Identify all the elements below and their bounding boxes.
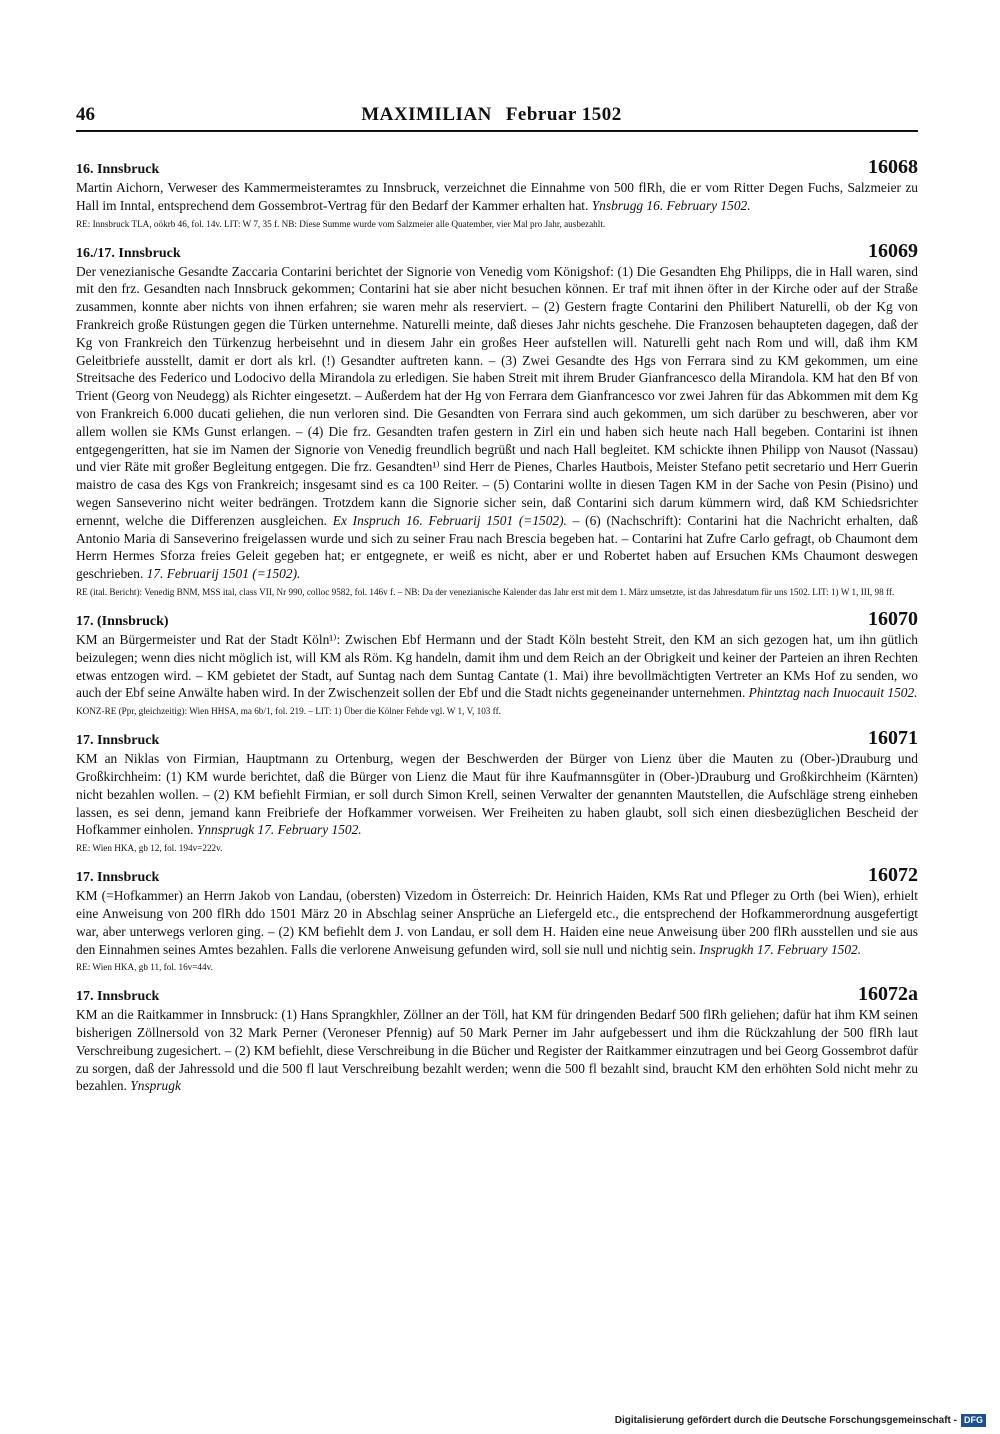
entry-text (76, 1006, 918, 1095)
entry-source: KONZ-RE (Ppr, gleichzeitig): Wien HHSA, ma 6b/1, fol. 219. – LIT: 1) Über die Kölner Fehde vgl. W 1, V, 103 ff. (76, 706, 501, 717)
entry-dating: Ynnsprugk 17. February 1502. (196, 822, 362, 838)
entry-source: RE: Wien HKA, gb 12, fol. 194v=222v. (76, 843, 223, 854)
entry-text (76, 263, 918, 583)
entry-dating: Insprugkh 17. February 1502. (699, 941, 862, 957)
entry-number: 16069 (868, 239, 918, 262)
entry-place-date: 17. Innsbruck (76, 870, 160, 886)
entry-body-postscript: – (6) (Nachschrift): Contarini hat die Nachricht erhalten, daß Antonio Maria di Sanseverino freigelassen wurde und sich zu seiner Frau nach Brescia begeben hat. – Contarini hat Zufre Carlo gefragt, ob Chaumont dem Herrn Hermes Sforza freies Geleit gegeben hat; er entgegnete, er weiß es nicht, aber er und Robertet haben auf Ersuchen KMs Chaumont deswegen geschrieben. (76, 512, 918, 582)
regest-entry (76, 727, 918, 855)
running-title-name: MAXIMILIAN (361, 104, 492, 125)
entry-source: RE: Innsbruck TLA, oökrb 46, fol. 14v. LIT: W 7, 35 f. NB: Diese Summe wurde vom Salzmeier alle Quatember, vier Mal pro Jahr, ausbezahlt. (76, 218, 606, 229)
entry-place-date: 17. (Innsbruck) (76, 613, 169, 629)
entry-dating: Ynsbrugg 16. February 1502. (591, 197, 751, 213)
digitization-footer (615, 1414, 986, 1427)
running-title-period: Februar 1502 (505, 104, 622, 125)
regest-entry (76, 608, 918, 718)
entry-number: 16071 (868, 727, 918, 750)
entry-source: RE: Wien HKA, gb 11, fol. 16v=44v. (76, 962, 213, 973)
entry-dating: Ynsprugk (130, 1078, 181, 1094)
entry-place-date: 17. Innsbruck (76, 989, 160, 1005)
entry-text (76, 887, 918, 958)
dfg-logo-icon: DFG (961, 1414, 986, 1427)
entry-body: KM an Bürgermeister und Rat der Stadt Köln¹⁾: Zwischen Ebf Hermann und der Stadt Köln besteht Streit, den KM an sich gezogen hat, um ihn gütlich beizulegen; wenn dies nicht möglich ist, will KM als Röm. Kg handeln, damit ihm und dem Reich an der Obrigkeit und keiner der Parteien an ihren Rechten etwas entzogen wird. – KM gebietet der Stadt, auf Suntag nach dem Suntag Cantate (1. Mai) ihre bevollmächtigten Vertreter an KMs Hof zu senden, wo auch der Ebf seine Anwälte haben wird. In der Zwischenzeit sollen der Ebf und die Stadt nichts gegeneinander unternehmen. (76, 631, 918, 701)
entry-body: KM an Niklas von Firmian, Hauptmann zu Ortenburg, wegen der Beschwerden der Bürger von Lienz über die Mauten zu (Ober-)Drauburg und Großkirchheim: (1) KM wurde berichtet, daß die Bürger von Lienz die Maut für ihre Kaufmannsgüter in (Ober-)Drauburg und Großkirchheim (Kärnten) nicht bezahlen wollen. – (2) KM befiehlt Firmian, er soll durch Simon Krell, seinen Verwalter der genannten Mautstellen, die Aufschläge streng einheben lassen, es sei denn, jemand kann Freibriefe der Hofkammer vorweisen. Wer Freiheiten zu haben glaubt, soll sich einen diesbezüglichen Bescheid der Hofkammer einholen. (76, 751, 918, 838)
regest-entry (76, 156, 918, 231)
regest-entry (76, 864, 918, 974)
entry-number: 16072 (868, 864, 918, 887)
document-page (76, 104, 918, 1104)
entry-source: RE (ital. Bericht): Venedig BNM, MSS ital, class VII, Nr 990, colloc 9582, fol. 146v f. – NB: Da der venezianische Kalender das Jahr erst mit dem 1. März umsetzte, ist das Jahresdatum für uns 1502. LIT: 1) W 1, III, 98 ff. (76, 586, 895, 597)
entry-text (76, 631, 918, 702)
entry-body: KM (=Hofkammer) an Herrn Jakob von Landau, (obersten) Vizedom in Österreich: Dr. Heinrich Haiden, KMs Rat und Pfleger zu Orth (bei Wien), erhielt eine Anweisung von 200 flRh ddo 1501 März 20 in Abschlag seiner Ansprüche an Liefergeld etc., die entsprechend der Hofkammerordnung ausgefertigt war, aber unterwegs verloren ging. – (2) KM befiehlt dem J. von Landau, er soll dem H. Haiden eine neue Anweisung über 200 flRh ausstellen und sie aus den Einnahmen seines Amtes bezahlen. Falls die verlorene Anweisung gefunden wird, soll sie null und nichtig sein. (76, 888, 918, 957)
entry-place-date: 16./17. Innsbruck (76, 245, 181, 261)
entry-text (76, 179, 918, 215)
entry-place-date: 16. Innsbruck (76, 162, 160, 177)
entry-dating: Phintztag nach Inuocauit 1502. (748, 685, 918, 701)
regest-entry (76, 983, 918, 1095)
entry-body: Martin Aichorn, Verweser des Kammermeisteramtes zu Innsbruck, verzeichnet die Einnahme von 500 flRh, die er vom Ritter Degen Fuchs, Salzmeier zu Hall im Inntal, entsprechend dem Gossembrot-Vertrag für den Bedarf der Kammer erhalten hat. (76, 180, 918, 213)
entry-number: 16072a (858, 983, 918, 1006)
entry-number: 16068 (868, 156, 918, 178)
regest-entry (76, 240, 918, 599)
entry-dating-postscript: 17. Februarij 1501 (=1502). (146, 566, 301, 582)
running-title (361, 104, 622, 126)
entry-dating: Ex Inspruch 16. Februarij 1501 (=1502). (332, 512, 567, 528)
page-number: 46 (76, 104, 95, 125)
running-header (76, 104, 918, 132)
entry-body: KM an die Raitkammer in Innsbruck: (1) Hans Sprangkhler, Zöllner an der Töll, hat KM für dringenden Bedarf 500 flRh geliehen; dafür hat ihm KM seinen bisherigen Zöllnersold von 32 Mark Perner (Veroneser Pfennig) auf 50 Mark Perner im Jahr aufgebessert und ihm die Rückzahlung der 500 flRh laut Verschreibung zugesichert. – (2) KM befiehlt, diese Verschreibung in die Bücher und Register der Raitkammer einzutragen und bei Georg Gossembrot dafür zu sorgen, daß der Jahressold und die 500 fl laut Verschreibung bezahlt werden; wenn die 500 fl bezahlt sind, braucht KM den erhöhten Sold nicht mehr zu bezahlen. (76, 1007, 918, 1094)
entry-body: Der venezianische Gesandte Zaccaria Contarini berichtet der Signorie von Venedig vom Königshof: (1) Die Gesandten Ehg Philipps, die in Hall waren, sind mit den frz. Gesandten nach Innsbruck gekommen; Contarini hat sie aber nicht besuchen können. Er traf mit ihnen öfter in der Kirche oder auf der Straße zusammen, konnte aber nichts von ihnen erfahren; sie waren mehr als reserviert. – (2) Gestern fragte Contarini den Philibert Naturelli, ob der Kg von Frankreich große Rüstungen gegen die Türken unternehme. Naturelli meinte, daß dieses Jahr nichts geschehe. Die Franzosen behaupteten dagegen, daß der Kg von Frankreich den Türkenzug herbeisehnt und in diesem Jahr ein großes Heer aufstellen will. Naturelli geht nach Rom und will, daß ihm KM Geleitbriefe ausstellt, damit er dort als krl. (!) Gesandter auftreten kann. – (3) Zwei Gesandte des Hgs von Ferrara sind zu KM gekommen, um eine Streitsache des Federico und Lodocivo della Mirandola zu erledigen. Sie haben Streit mit ihrem Bruder Gianfrancesco della Mirandola. KM hat den Bf von Trient (Georg von Neudegg) als Richter eingesetzt. – Außerdem hat der Hg von Ferrara dem Gianfrancesco vor zwei Jahren für das Abkommen mit dem Kg von Frankreich 6.000 ducati geliehen, die nun verloren sind. Die Gesandten von Ferrara sind auch gekommen, um sich darüber zu beschweren, aber vor allem wollen sie KMs Gunst erlangen. – (4) Die frz. Gesandten trafen gestern in Zirl ein und haben sich heute nach Hall begeben. Contarini ist ihnen entgegengeritten, hat sie im Namen der Signorie von Venedig freundlich begrüßt und nach Hall begleitet. KM schickte ihnen Philipp von Nausot (Nassau) und vier Räte mit großer Begleitung entgegen. Die frz. Gesandten¹⁾ sind Herr de Pienes, Charles Hautbois, Meister Stefano petit secretario und Herr Guerin maistro de casa des Kgs von Frankreich; insgesamt sind es ca 100 Reiter. – (5) Contarini wollte in diesen Tagen KM in der Sache von Pesin (Pisino) und wegen Sanseverino nicht weiter bedrängen. Trotzdem kann die Signorie sicher sein, daß Contarini sich darum kümmern wird, daß KM Schiedsrichter ernennt, welche die Differenzen ausgleichen. (76, 263, 918, 528)
footer-credit: Digitalisierung gefördert durch die Deutsche Forschungsgemeinschaft - (614, 1415, 957, 1426)
entry-place-date: 17. Innsbruck (76, 733, 160, 749)
entry-number: 16070 (868, 607, 918, 630)
entry-text (76, 750, 918, 839)
